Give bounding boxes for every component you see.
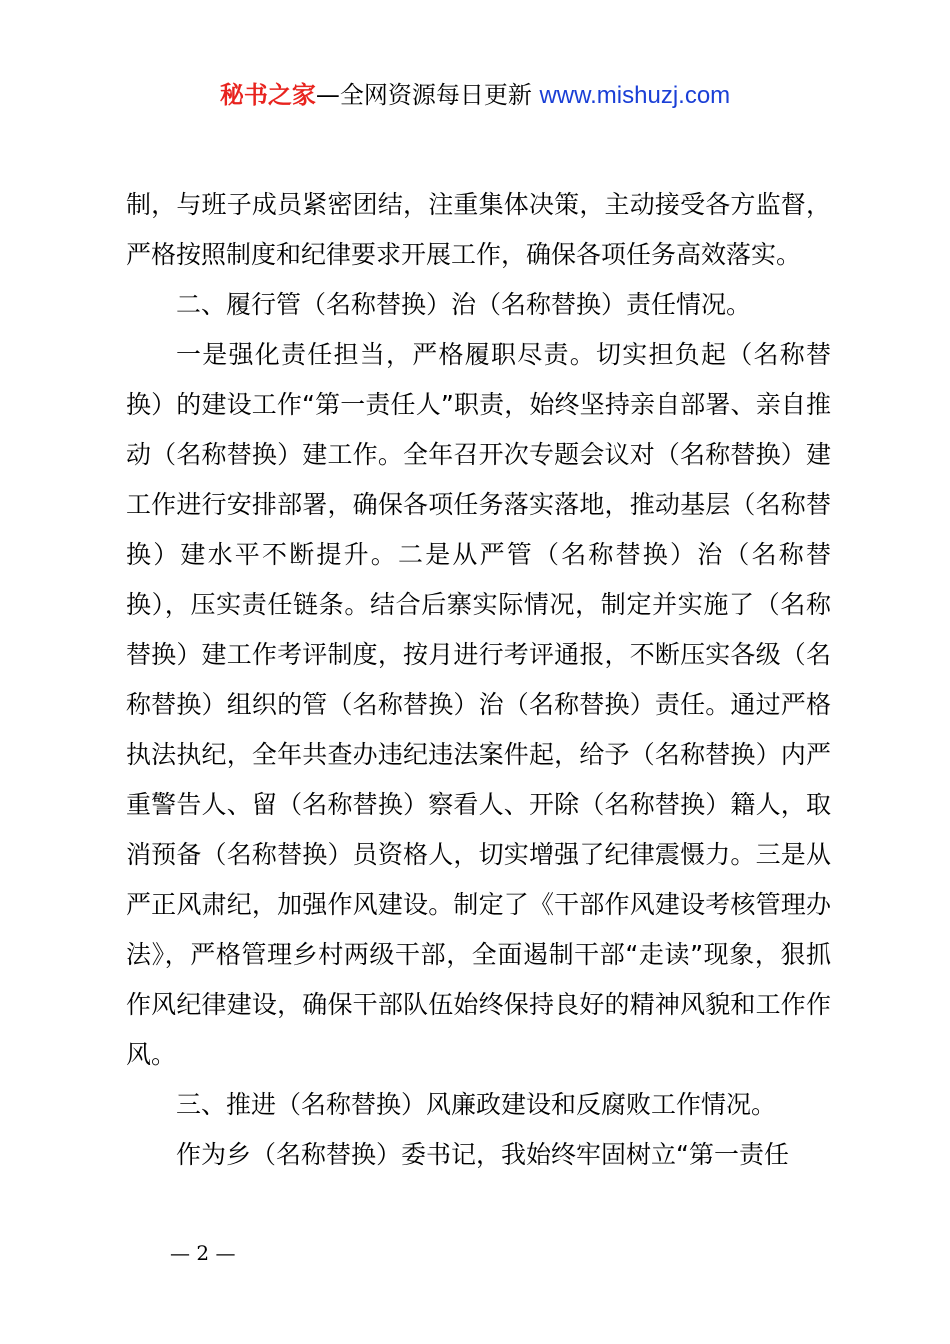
paragraph-party-secretary: 作为乡（名称替换）委书记，我始终牢固树立“第一责任	[176, 1140, 789, 1169]
section-heading-3: 三、推进（名称替换）风廉政建设和反腐败工作情况。	[176, 1090, 777, 1119]
brand-name: 秘书之家	[219, 81, 316, 109]
page-number: — 2 —	[170, 1241, 236, 1265]
site-header	[0, 78, 950, 113]
website-url[interactable]: www.mishuzj.com	[539, 82, 731, 109]
header-slogan: —全网资源每日更新	[315, 81, 532, 109]
document-body	[126, 180, 831, 1180]
paragraph-continuation: 制，与班子成员紧密团结，注重集体决策，主动接受各方监督，严格按照制度和纪律要求开展工作，确保各项任务高效落实。	[126, 190, 831, 269]
paragraph-responsibility: 一是强化责任担当，严格履职尽责。切实担负起（名称替换）的建设工作“第一责任人”职责，始终坚持亲自部署、亲自推动（名称替换）建工作。全年召开次专题会议对（名称替换）建工作进行安排部署，确保各项任务落实落地，推动基层（名称替换）建水平不断提升。二是从严管（名称替换）治（名称替换），压实责任链条。结合后寨实际情况，制定并实施了（名称替换）建工作考评制度，按月进行考评通报，不断压实各级（名称替换）组织的管（名称替换）治（名称替换）责任。通过严格执法执纪，全年共查办违纪违法案件起，给予（名称替换）内严重警告人、留（名称替换）察看人、开除（名称替换）籍人，取消预备（名称替换）员资格人，切实增强了纪律震慑力。三是从严正风肃纪，加强作风建设。制定了《干部作风建设考核管理办法》，严格管理乡村两级干部，全面遏制干部“走读”现象，狠抓作风纪律建设，确保干部队伍始终保持良好的精神风貌和工作作风。	[126, 340, 831, 1069]
section-heading-2: 二、履行管（名称替换）治（名称替换）责任情况。	[176, 290, 752, 319]
